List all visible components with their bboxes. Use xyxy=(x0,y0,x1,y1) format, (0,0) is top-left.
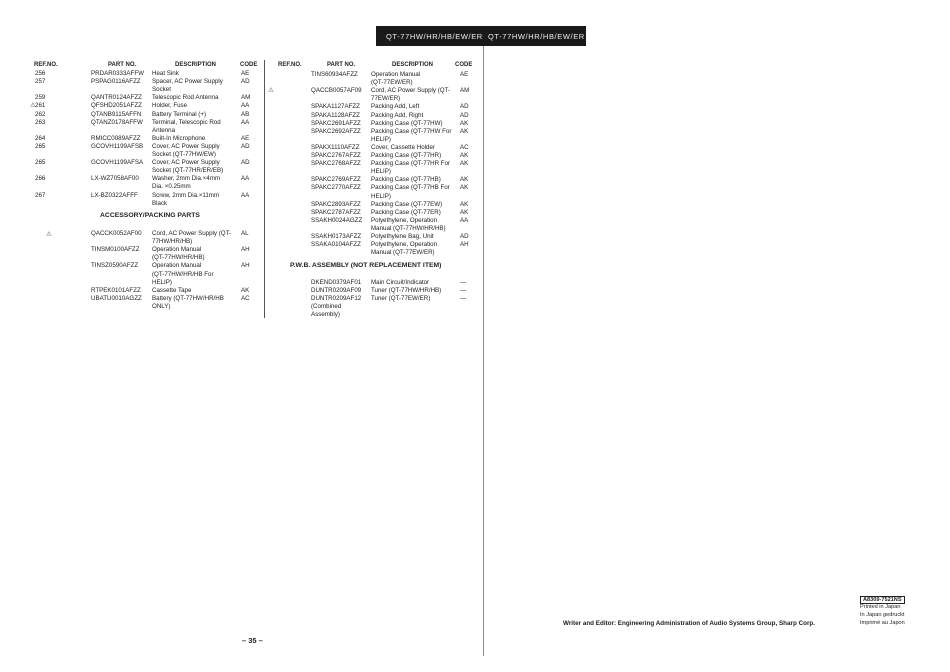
cell-part: SSAKH0024AGZZ xyxy=(311,216,363,224)
cell-part: SPAKC2691AFZZ xyxy=(311,119,361,127)
cell-desc: Manual (QT-77HW/HR/HB) xyxy=(371,224,446,232)
cell-desc: Socket xyxy=(152,86,171,94)
cell-ref: 266 xyxy=(35,175,46,183)
cell-desc: (QT-77HW/HR/HB For xyxy=(152,270,214,278)
cell-part: (Combined xyxy=(311,303,342,311)
cell-part: SPAKA1127AFZZ xyxy=(311,103,360,111)
pwb-section-title: P.W.B. ASSEMBLY (NOT REPLACEMENT ITEM) xyxy=(290,262,442,269)
cell-desc: Polyethylene, Operation xyxy=(371,241,438,249)
warning-icon: ⚠ xyxy=(30,102,36,109)
cell-code: AA xyxy=(241,118,250,126)
cell-desc: 77HW/HR/HB) xyxy=(152,238,193,246)
cell-desc: HELIP) xyxy=(152,278,172,286)
cell-desc: 77EW/ER) xyxy=(371,95,401,103)
cell-code: AK xyxy=(460,127,469,135)
cell-code: AK xyxy=(460,176,469,184)
cell-desc: Socket (QT-77HR/ER/EB) xyxy=(152,167,224,175)
cell-part: QTANB9115AFFN xyxy=(91,110,142,118)
cell-ref: 259 xyxy=(35,94,46,102)
cell-code: AK xyxy=(460,184,469,192)
col-part-header: PART NO. xyxy=(108,62,137,68)
cell-ref: 265 xyxy=(35,159,46,167)
cell-part: PRDAR0333AFFW xyxy=(91,70,144,77)
cell-desc: Built-In Microphone xyxy=(152,134,206,142)
cell-code: — xyxy=(460,279,467,286)
cell-desc: Packing Add, Right xyxy=(371,111,424,119)
cell-desc: Operation Manual xyxy=(152,262,202,270)
document-code: A8309-7521NS xyxy=(860,596,905,604)
cell-part: PSPAG0116AFZZ xyxy=(91,78,141,86)
cell-code: AK xyxy=(460,208,469,216)
cell-desc: Packing Case (QT-77HW) xyxy=(371,119,443,127)
cell-desc: Cover, AC Power Supply xyxy=(152,142,220,150)
cell-code: AH xyxy=(241,262,250,270)
col-ref-header-right: REF.NO. xyxy=(278,62,302,68)
cell-code: AH xyxy=(241,246,250,254)
cell-desc: Spacer, AC Power Supply xyxy=(152,78,223,86)
cell-desc: Packing Case (QT-77HW For xyxy=(371,127,452,135)
cell-code: AM xyxy=(460,87,470,95)
cell-desc: Cord, AC Power Supply (QT- xyxy=(371,87,451,95)
cell-code: AK xyxy=(241,286,250,294)
cell-desc: Terminal, Telescopic Rod xyxy=(152,118,221,126)
col-desc-header-right: DESCRIPTION xyxy=(392,62,434,68)
cell-part: RTPEK0101AFZZ xyxy=(91,286,141,294)
cell-desc: (QT-77HW/HR/HB) xyxy=(152,254,205,262)
cell-code: AA xyxy=(241,175,250,183)
cell-part: LX-WZ7058AF00 xyxy=(91,175,139,183)
cell-desc: Washer, 2mm Dia.×4mm xyxy=(152,175,221,183)
cell-part: SSAKA0104AFZZ xyxy=(311,241,361,249)
cell-part: QANTR0124AFZZ xyxy=(91,94,142,102)
cell-part: SPAKC2767AFZZ xyxy=(311,152,361,159)
cell-desc: Cover, AC Power Supply xyxy=(152,159,220,167)
column-divider xyxy=(264,60,265,318)
cell-part: Assembly) xyxy=(311,311,340,319)
cell-code: AK xyxy=(460,160,469,168)
cell-code: AC xyxy=(460,143,469,151)
cell-desc: Cassette Tape xyxy=(152,286,192,294)
cell-part: TINSZ0590AFZZ xyxy=(91,262,139,270)
cell-desc: Packing Case (QT-77HB) xyxy=(371,176,441,184)
cell-code: AM xyxy=(241,94,251,102)
cell-ref: 265 xyxy=(35,142,46,150)
warning-icon: ⚠ xyxy=(268,87,274,94)
cell-part: SPAKC2768AFZZ xyxy=(311,160,361,168)
cell-code: AD xyxy=(460,111,469,119)
cell-code: AA xyxy=(241,102,250,110)
cell-code: AD xyxy=(460,233,469,240)
cell-desc: Tuner (QT-77HW/HR/HB) xyxy=(371,287,442,295)
cell-part: QACCB0057AF09 xyxy=(311,87,362,95)
cell-part: GCOVH1199AFSA xyxy=(91,159,144,167)
cell-part: QACCK0052AF00 xyxy=(91,230,142,237)
cell-desc: Socket (QT-77HW/EW) xyxy=(152,151,216,158)
cell-code: AB xyxy=(241,110,250,118)
model-header-band xyxy=(376,26,586,46)
cell-code: AD xyxy=(460,103,469,111)
cell-part: TINSM0100AFZZ xyxy=(91,246,140,254)
printed-in-japan-de: In Japan gedruckt xyxy=(860,612,905,618)
editor-credit: Writer and Editor: Engineering Administration of Audio Systems Group, Sharp Corp. xyxy=(563,620,816,627)
cell-desc: Battery Terminal (+) xyxy=(152,110,207,118)
cell-desc: Polyethylene, Operation xyxy=(371,216,438,224)
model-header-left: QT-77HW/HR/HB/EW/ER xyxy=(386,31,483,41)
cell-desc: Screw, 2mm Dia.×11mm xyxy=(152,191,220,199)
cell-code: AE xyxy=(241,70,250,77)
fold-line xyxy=(483,46,484,656)
cell-part: QTANZ0178AFFW xyxy=(91,118,143,126)
cell-desc: HELIP) xyxy=(371,135,391,143)
warning-icon: ⚠ xyxy=(46,231,52,238)
col-code-header: CODE xyxy=(240,62,258,68)
cell-code: AD xyxy=(241,78,250,86)
cell-desc: Packing Case (QT-77HR) xyxy=(371,152,442,159)
cell-ref: 264 xyxy=(35,134,46,142)
cell-part: SPAKC2770AFZZ xyxy=(311,184,361,192)
cell-desc: Black xyxy=(152,199,168,207)
cell-desc: Telescopic Rod Antenna xyxy=(152,94,219,102)
cell-ref: 262 xyxy=(35,110,46,118)
cell-desc: Operation Manual xyxy=(152,246,202,254)
cell-code: AK xyxy=(460,152,469,159)
col-ref-header: REF.NO. xyxy=(34,62,58,68)
cell-desc: Tuner (QT-77EW/ER) xyxy=(371,295,431,303)
cell-desc: ONLY) xyxy=(152,302,171,310)
cell-part: SPAKC2893AFZZ xyxy=(311,200,361,208)
cell-code: AL xyxy=(241,230,249,237)
cell-desc: Packing Case (QT-77HB For xyxy=(371,184,450,192)
page-number: – 35 – xyxy=(242,636,263,645)
cell-desc: Holder, Fuse xyxy=(152,102,188,110)
cell-desc: Battery (QT-77HW/HR/HB xyxy=(152,294,224,302)
cell-desc: HELIP) xyxy=(371,168,391,176)
cell-part: SPAKC2692AFZZ xyxy=(311,127,361,135)
cell-code: AD xyxy=(241,142,250,150)
cell-code: AK xyxy=(460,200,469,208)
cell-part: SPAKX1110AFZZ xyxy=(311,143,360,151)
cell-ref: 261 xyxy=(35,102,46,110)
cell-ref: 267 xyxy=(35,191,46,199)
cell-part: QFSHD2051AFZZ xyxy=(91,102,142,110)
cell-part: SPAKA1128AFZZ xyxy=(311,111,360,119)
printed-in-japan: Printed in Japan xyxy=(860,604,901,610)
cell-part: GCOVH1199AFSB xyxy=(91,142,144,150)
cell-code: AC xyxy=(241,294,250,302)
cell-desc: (QT-77EW/ER) xyxy=(371,79,413,87)
cell-code: AH xyxy=(460,241,469,249)
cell-part: DUNTR0209AF09 xyxy=(311,287,362,295)
printed-in-japan-fr: Imprimé au Japon xyxy=(860,620,905,626)
cell-code: AE xyxy=(241,134,250,142)
cell-ref: 256 xyxy=(35,70,46,77)
cell-desc: Cover, Cassette Holder xyxy=(371,143,435,151)
cell-desc: Operation Manual xyxy=(371,71,421,78)
col-part-header-right: PART NO. xyxy=(327,62,356,68)
cell-part: DUNTR0209AF12 xyxy=(311,295,362,303)
cell-code: AA xyxy=(241,191,250,199)
cell-part: SPAKC2769AFZZ xyxy=(311,176,361,184)
cell-part: RMICC0089AFZZ xyxy=(91,134,141,142)
cell-part: TINS60934AFZZ xyxy=(311,71,358,78)
col-desc-header: DESCRIPTION xyxy=(175,62,217,68)
cell-code: AD xyxy=(241,159,250,167)
cell-code: AA xyxy=(460,216,469,224)
cell-code: AK xyxy=(460,119,469,127)
cell-part: UBATU0010AGZZ xyxy=(91,294,142,302)
cell-desc: Manual (QT-77EW/ER) xyxy=(371,249,435,257)
col-code-header-right: CODE xyxy=(455,62,473,68)
cell-desc: Heat Sink xyxy=(152,70,179,77)
cell-code: — xyxy=(460,295,467,303)
cell-desc: HELIP) xyxy=(371,192,391,200)
model-header-right: QT-77HW/HR/HB/EW/ER xyxy=(488,31,585,41)
cell-desc: Polyethylene Bag, Unit xyxy=(371,233,434,240)
cell-desc: Dia. ×0.25mm xyxy=(152,183,191,191)
cell-desc: Main Circuit/Indicator xyxy=(371,279,430,286)
cell-ref: 257 xyxy=(35,78,46,86)
cell-desc: Cord, AC Power Supply (QT- xyxy=(152,230,232,237)
cell-part: SSAKH0173AFZZ xyxy=(311,233,362,240)
cell-desc: Packing Add, Left xyxy=(371,103,420,111)
accessory-section-title: ACCESSORY/PACKING PARTS xyxy=(100,212,200,219)
cell-ref: 263 xyxy=(35,118,46,126)
cell-code: AE xyxy=(460,71,469,78)
cell-code: — xyxy=(460,287,467,295)
cell-part: DKEND0379AF01 xyxy=(311,279,362,286)
cell-desc: Packing Case (QT-77HR For xyxy=(371,160,451,168)
cell-desc: Antenna xyxy=(152,126,176,134)
cell-part: SPAKC2787AFZZ xyxy=(311,208,361,216)
cell-part: LX-BZ0322AFFF xyxy=(91,191,138,199)
cell-desc: Packing Case (QT-77EW) xyxy=(371,200,443,208)
cell-desc: Packing Case (QT-77ER) xyxy=(371,208,441,216)
